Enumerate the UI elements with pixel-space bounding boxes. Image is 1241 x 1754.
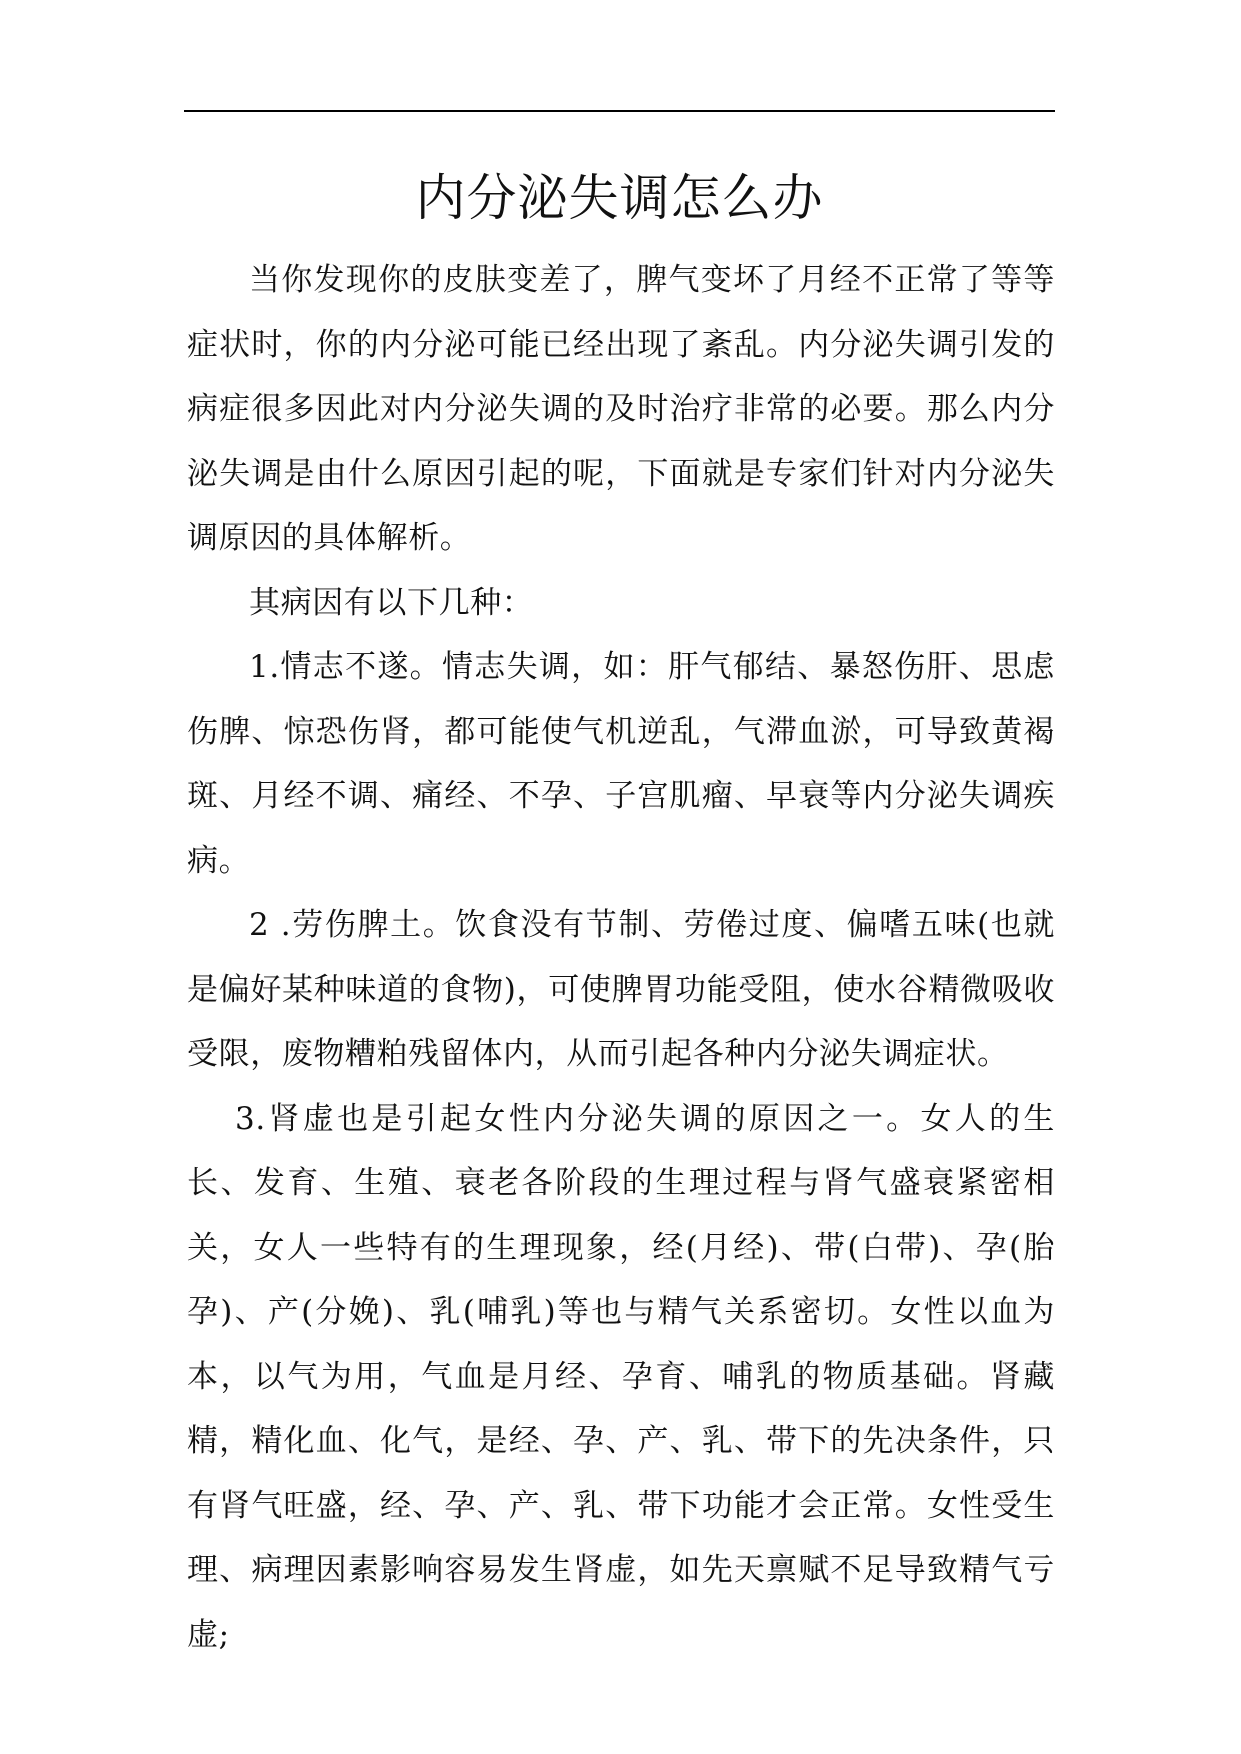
paragraph-cause-1: 1.情志不遂。情志失调，如：肝气郁结、暴怒伤肝、思虑伤脾、惊恐伤肾，都可能使气机逆乱，气滞血淤，可导致黄褐斑、月经不调、痛经、不孕、子宫肌瘤、早衰等内分泌失调疾病。 [187,649,1055,879]
header-rule [184,110,1055,112]
article-body [187,248,1055,1667]
paragraph-cause-3: 3.肾虚也是引起女性内分泌失调的原因之一。女人的生长、发育、生殖、衰老各阶段的生理过程与肾气盛衰紧密相关，女人一些特有的生理现象，经(月经)、带(白带)、孕(胎孕)、产(分娩)、乳(哺乳)等也与精气关系密切。女性以血为本，以气为用，气血是月经、孕育、哺乳的物质基础。肾藏精，精化血、化气，是经、孕、产、乳、带下的先决条件，只有肾气旺盛，经、孕、产、乳、带下功能才会正常。女性受生理、病理因素影响容易发生肾虚，如先天禀赋不足导致精气亏虚; [187,1100,1055,1653]
paragraph-cause-2: 2 .劳伤脾土。饮食没有节制、劳倦过度、偏嗜五味(也就是偏好某种味道的食物)，可使脾胃功能受阻，使水谷精微吸收受限，废物糟粕残留体内，从而引起各种内分泌失调症状。 [187,907,1055,1072]
page-title: 内分泌失调怎么办 [415,169,824,227]
paragraph-intro: 当你发现你的皮肤变差了，脾气变坏了月经不正常了等等症状时，你的内分泌可能已经出现了紊乱。内分泌失调引发的病症很多因此对内分泌失调的及时治疗非常的必要。那么内分泌失调是由什么原因引起的呢，下面就是专家们针对内分泌失调原因的具体解析。 [187,262,1055,556]
paragraph-causes-heading: 其病因有以下几种： [249,584,534,621]
